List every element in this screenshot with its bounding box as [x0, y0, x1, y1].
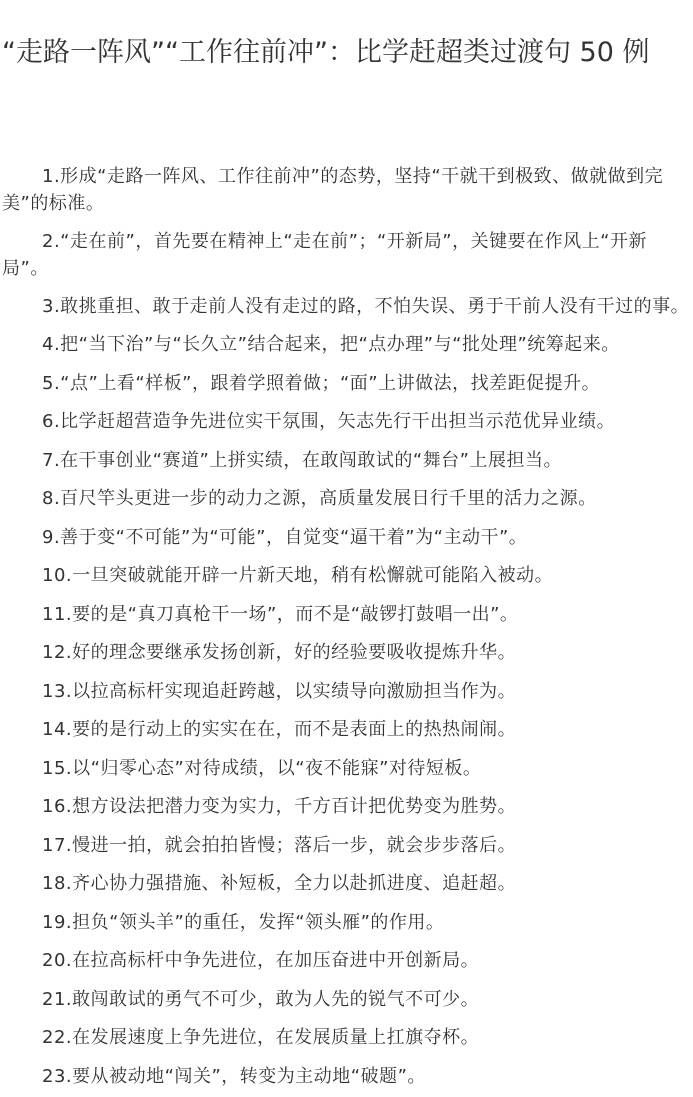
paragraph: 4.把“当下治”与“长久立”结合起来，把“点办理”与“批处理”统筹起来。 — [42, 334, 620, 355]
paragraph: 1.形成“走路一阵风、工作往前冲”的态势，坚持“干就干到极致、做就做到完美”的标准。 — [2, 166, 664, 214]
paragraph: 14.要的是行动上的实实在在，而不是表面上的热热闹闹。 — [42, 719, 517, 740]
paragraph: 2.“走在前”，首先要在精神上“走在前”；“开新局”，关键要在作风上“开新局”。 — [2, 231, 647, 279]
paragraph: 16.想方设法把潜力变为实力，千方百计把优势变为胜势。 — [42, 796, 517, 817]
paragraph: 5.“点”上看“样板”，跟着学照着做；“面”上讲做法，找差距促提升。 — [42, 372, 601, 394]
paragraph: 21.敢闯敢试的勇气不可少，敢为人先的锐气不可少。 — [42, 988, 480, 1010]
paragraph: 15.以“归零心态”对待成绩，以“夜不能寐”对待短板。 — [42, 757, 482, 779]
paragraph: 6.比学赶超营造争先进位实干氛围，矢志先行干出担当示范优异业绩。 — [42, 411, 616, 432]
paragraph: 7.在干事创业“赛道”上拼实绩，在敢闯敢试的“舞台”上展担当。 — [42, 449, 562, 471]
paragraph: 11.要的是“真刀真枪干一场”，而不是“敲锣打鼓唱一出”。 — [42, 603, 519, 625]
paragraph: 18.齐心协力强措施、补短板，全力以赴抓进度、追赶超。 — [42, 873, 517, 894]
article-body — [0, 163, 693, 1097]
paragraph: 3.敢挑重担、敢于走前人没有走过的路，不怕失误、勇于干前人没有干过的事。 — [42, 296, 690, 317]
paragraph: 22.在发展速度上争先进位，在发展质量上扛旗夺杯。 — [42, 1027, 480, 1048]
paragraph: 13.以拉高标杆实现追赶跨越，以实绩导向激励担当作为。 — [42, 680, 517, 702]
paragraph: 23.要从被动地“闯关”，转变为主动地“破题”。 — [42, 1065, 426, 1087]
article-title: “走路一阵风”“工作往前冲”：比学赶超类过渡句 50 例 — [2, 37, 650, 68]
paragraph: 8.百尺竿头更进一步的动力之源，高质量发展日行千里的活力之源。 — [42, 488, 597, 509]
paragraph: 10.一旦突破就能开辟一片新天地，稍有松懈就可能陷入被动。 — [42, 565, 554, 586]
paragraph: 9.善于变“不可能”为“可能”，自觉变“逼干着”为“主动干”。 — [42, 526, 528, 548]
paragraph: 20.在拉高标杆中争先进位，在加压奋进中开创新局。 — [42, 950, 480, 971]
paragraph: 12.好的理念要继承发扬创新，好的经验要吸收提炼升华。 — [42, 642, 517, 663]
paragraph: 17.慢进一拍，就会拍拍皆慢；落后一步，就会步步落后。 — [42, 834, 517, 856]
paragraph: 19.担负“领头羊”的重任，发挥“领头雁”的作用。 — [42, 911, 445, 933]
